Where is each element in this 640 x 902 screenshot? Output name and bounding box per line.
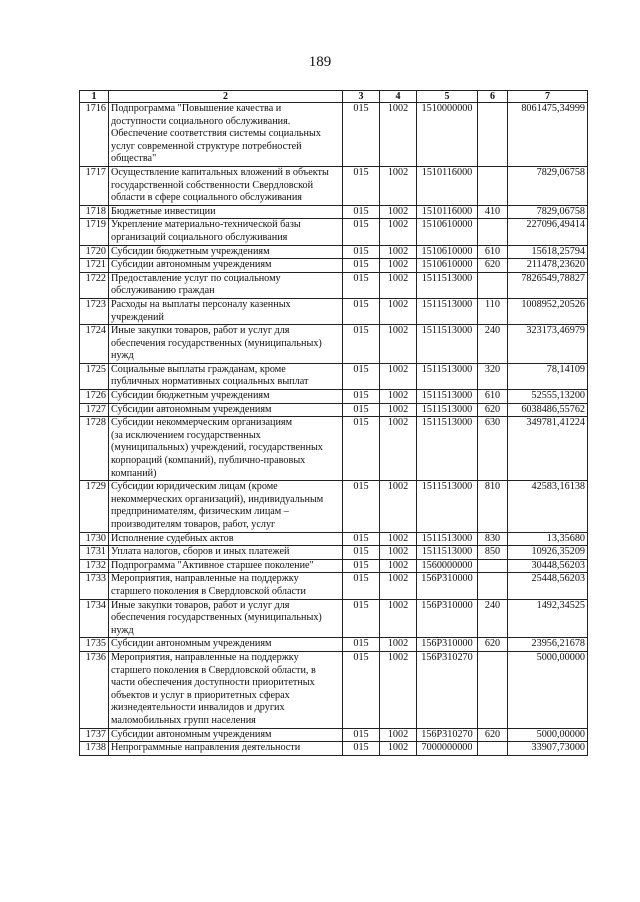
table-row (80, 599, 588, 638)
table-row (80, 219, 588, 245)
row-target-article: 1510000000 (417, 103, 478, 167)
row-expense-type (478, 651, 508, 728)
table-row (80, 298, 588, 324)
table-row (80, 728, 588, 742)
row-amount: 6038486,55762 (508, 403, 588, 417)
row-number: 1721 (80, 259, 109, 273)
row-name: Иные закупки товаров, работ и услуг для обеспечения государственных (муниципальных) нужд (109, 599, 343, 638)
table-row (80, 559, 588, 573)
row-amount: 5000,00000 (508, 728, 588, 742)
table-row (80, 546, 588, 560)
row-number: 1736 (80, 651, 109, 728)
row-expense-type (478, 166, 508, 205)
row-department-code: 015 (343, 599, 380, 638)
row-department-code: 015 (343, 728, 380, 742)
row-name: Подпрограмма "Активное старшее поколение" (109, 559, 343, 573)
row-number: 1720 (80, 245, 109, 259)
row-name: Мероприятия, направленные на поддержку старшего поколения в Свердловской области, в части обеспечения доступности приоритетных объектов и услуг в приоритетных сферах жизнедеятельности инвалидов и других маломобильных групп населения (109, 651, 343, 728)
row-department-code: 015 (343, 742, 380, 756)
row-name: Субсидии бюджетным учреждениям (109, 390, 343, 404)
row-section-code: 1002 (380, 532, 417, 546)
row-section-code: 1002 (380, 272, 417, 298)
table-row (80, 532, 588, 546)
row-section-code: 1002 (380, 481, 417, 532)
row-target-article: 156P310270 (417, 728, 478, 742)
header-cell: 3 (343, 91, 380, 103)
row-department-code: 015 (343, 573, 380, 599)
row-amount: 30448,56203 (508, 559, 588, 573)
row-section-code: 1002 (380, 599, 417, 638)
row-section-code: 1002 (380, 651, 417, 728)
row-section-code: 1002 (380, 166, 417, 205)
row-target-article: 1511513000 (417, 298, 478, 324)
row-department-code: 015 (343, 390, 380, 404)
row-section-code: 1002 (380, 298, 417, 324)
row-target-article: 1510610000 (417, 245, 478, 259)
row-number: 1727 (80, 403, 109, 417)
header-cell: 7 (508, 91, 588, 103)
row-department-code: 015 (343, 205, 380, 219)
row-number: 1729 (80, 481, 109, 532)
row-department-code: 015 (343, 325, 380, 364)
row-target-article: 1511513000 (417, 546, 478, 560)
row-amount: 349781,41224 (508, 417, 588, 481)
row-target-article: 1511513000 (417, 417, 478, 481)
row-section-code: 1002 (380, 259, 417, 273)
row-number: 1731 (80, 546, 109, 560)
row-number: 1735 (80, 638, 109, 652)
table-row (80, 363, 588, 389)
row-expense-type: 620 (478, 403, 508, 417)
row-expense-type: 830 (478, 532, 508, 546)
row-name: Субсидии автономным учреждениям (109, 259, 343, 273)
row-section-code: 1002 (380, 638, 417, 652)
row-target-article: 1510610000 (417, 259, 478, 273)
row-name: Предоставление услуг по социальному обслуживанию граждан (109, 272, 343, 298)
row-name: Субсидии некоммерческим организациям (за исключением государственных (муниципальных) учреждений, государственных корпораций (компаний), публично-правовых компаний) (109, 417, 343, 481)
row-expense-type (478, 219, 508, 245)
row-expense-type: 240 (478, 325, 508, 364)
row-name: Субсидии бюджетным учреждениям (109, 245, 343, 259)
row-amount: 15618,25794 (508, 245, 588, 259)
row-name: Субсидии автономным учреждениям (109, 728, 343, 742)
row-department-code: 015 (343, 481, 380, 532)
row-number: 1726 (80, 390, 109, 404)
table-row (80, 403, 588, 417)
row-expense-type: 850 (478, 546, 508, 560)
row-amount: 211478,23620 (508, 259, 588, 273)
row-expense-type: 110 (478, 298, 508, 324)
row-expense-type: 620 (478, 638, 508, 652)
table-body (80, 103, 588, 756)
table-row (80, 272, 588, 298)
table-row (80, 638, 588, 652)
row-department-code: 015 (343, 298, 380, 324)
row-department-code: 015 (343, 219, 380, 245)
table-row (80, 103, 588, 167)
row-name: Субсидии автономным учреждениям (109, 403, 343, 417)
row-department-code: 015 (343, 559, 380, 573)
row-expense-type (478, 103, 508, 167)
row-number: 1732 (80, 559, 109, 573)
header-cell: 4 (380, 91, 417, 103)
row-section-code: 1002 (380, 546, 417, 560)
table-row (80, 205, 588, 219)
row-expense-type: 240 (478, 599, 508, 638)
row-target-article: 1510116000 (417, 205, 478, 219)
row-department-code: 015 (343, 103, 380, 167)
row-name: Укрепление материально-технической базы организаций социального обслуживания (109, 219, 343, 245)
row-target-article: 156P310270 (417, 651, 478, 728)
row-department-code: 015 (343, 546, 380, 560)
table-row (80, 417, 588, 481)
row-department-code: 015 (343, 403, 380, 417)
row-section-code: 1002 (380, 742, 417, 756)
row-section-code: 1002 (380, 403, 417, 417)
row-number: 1730 (80, 532, 109, 546)
row-department-code: 015 (343, 259, 380, 273)
row-expense-type: 630 (478, 417, 508, 481)
header-cell: 2 (109, 91, 343, 103)
row-section-code: 1002 (380, 219, 417, 245)
row-section-code: 1002 (380, 573, 417, 599)
row-name: Бюджетные инвестиции (109, 205, 343, 219)
row-expense-type (478, 559, 508, 573)
table-row (80, 325, 588, 364)
table-header-row (80, 91, 588, 103)
table-row (80, 742, 588, 756)
row-number: 1728 (80, 417, 109, 481)
header-cell: 5 (417, 91, 478, 103)
table-row (80, 245, 588, 259)
row-target-article: 1511513000 (417, 532, 478, 546)
row-target-article: 1560000000 (417, 559, 478, 573)
row-amount: 7826549,78827 (508, 272, 588, 298)
row-name: Осуществление капитальных вложений в объекты государственной собственности Свердловской области в сфере социального обслуживания (109, 166, 343, 205)
row-number: 1733 (80, 573, 109, 599)
row-expense-type (478, 742, 508, 756)
row-name: Уплата налогов, сборов и иных платежей (109, 546, 343, 560)
table-row (80, 573, 588, 599)
row-amount: 25448,56203 (508, 573, 588, 599)
row-department-code: 015 (343, 638, 380, 652)
row-number: 1738 (80, 742, 109, 756)
row-expense-type: 620 (478, 259, 508, 273)
row-target-article: 1511513000 (417, 325, 478, 364)
row-section-code: 1002 (380, 417, 417, 481)
row-amount: 13,35680 (508, 532, 588, 546)
row-section-code: 1002 (380, 325, 417, 364)
row-target-article: 1511513000 (417, 363, 478, 389)
row-department-code: 015 (343, 532, 380, 546)
row-amount: 52555,13200 (508, 390, 588, 404)
row-amount: 42583,16138 (508, 481, 588, 532)
row-expense-type: 620 (478, 728, 508, 742)
row-number: 1718 (80, 205, 109, 219)
row-name: Субсидии юридическим лицам (кроме некоммерческих организаций), индивидуальным предпринимателям, физическим лицам – производителям товаров, работ, услуг (109, 481, 343, 532)
row-number: 1722 (80, 272, 109, 298)
row-name: Исполнение судебных актов (109, 532, 343, 546)
row-amount: 78,14109 (508, 363, 588, 389)
row-expense-type (478, 272, 508, 298)
row-expense-type: 610 (478, 390, 508, 404)
row-number: 1717 (80, 166, 109, 205)
row-section-code: 1002 (380, 728, 417, 742)
row-section-code: 1002 (380, 103, 417, 167)
row-department-code: 015 (343, 166, 380, 205)
row-target-article: 1510610000 (417, 219, 478, 245)
row-number: 1725 (80, 363, 109, 389)
row-number: 1737 (80, 728, 109, 742)
row-number: 1724 (80, 325, 109, 364)
header-cell: 6 (478, 91, 508, 103)
row-expense-type: 810 (478, 481, 508, 532)
row-number: 1723 (80, 298, 109, 324)
table-row (80, 166, 588, 205)
row-target-article: 1511513000 (417, 272, 478, 298)
row-expense-type: 410 (478, 205, 508, 219)
row-section-code: 1002 (380, 559, 417, 573)
row-amount: 7829,06758 (508, 166, 588, 205)
row-amount: 8061475,34999 (508, 103, 588, 167)
table-row (80, 259, 588, 273)
table-row (80, 651, 588, 728)
row-amount: 23956,21678 (508, 638, 588, 652)
row-department-code: 015 (343, 272, 380, 298)
row-target-article: 7000000000 (417, 742, 478, 756)
row-target-article: 156P310000 (417, 573, 478, 599)
row-expense-type: 610 (478, 245, 508, 259)
row-section-code: 1002 (380, 245, 417, 259)
page-number: 189 (308, 54, 332, 70)
table-row (80, 390, 588, 404)
row-department-code: 015 (343, 651, 380, 728)
header-cell: 1 (80, 91, 109, 103)
row-amount: 7829,06758 (508, 205, 588, 219)
row-department-code: 015 (343, 363, 380, 389)
row-name: Подпрограмма "Повышение качества и доступности социального обслуживания. Обеспечение соответствия системы социальных услуг современной структуре потребностей общества" (109, 103, 343, 167)
row-number: 1734 (80, 599, 109, 638)
row-number: 1719 (80, 219, 109, 245)
row-target-article: 1511513000 (417, 403, 478, 417)
row-amount: 33907,73000 (508, 742, 588, 756)
row-name: Мероприятия, направленные на поддержку старшего поколения в Свердловской области (109, 573, 343, 599)
row-number: 1716 (80, 103, 109, 167)
row-name: Социальные выплаты гражданам, кроме публичных нормативных социальных выплат (109, 363, 343, 389)
row-department-code: 015 (343, 245, 380, 259)
row-name: Непрограммные направления деятельности (109, 742, 343, 756)
row-target-article: 1510116000 (417, 166, 478, 205)
table-row (80, 481, 588, 532)
row-target-article: 156P310000 (417, 638, 478, 652)
row-section-code: 1002 (380, 390, 417, 404)
row-amount: 227096,49414 (508, 219, 588, 245)
row-target-article: 1511513000 (417, 390, 478, 404)
row-target-article: 156P310000 (417, 599, 478, 638)
budget-table (79, 90, 588, 756)
row-amount: 323173,46979 (508, 325, 588, 364)
row-name: Иные закупки товаров, работ и услуг для обеспечения государственных (муниципальных) нужд (109, 325, 343, 364)
row-amount: 10926,35209 (508, 546, 588, 560)
row-target-article: 1511513000 (417, 481, 478, 532)
row-section-code: 1002 (380, 205, 417, 219)
row-amount: 1492,34525 (508, 599, 588, 638)
row-amount: 5000,00000 (508, 651, 588, 728)
row-amount: 1008952,20526 (508, 298, 588, 324)
row-department-code: 015 (343, 417, 380, 481)
row-name: Расходы на выплаты персоналу казенных учреждений (109, 298, 343, 324)
row-expense-type: 320 (478, 363, 508, 389)
row-name: Субсидии автономным учреждениям (109, 638, 343, 652)
row-section-code: 1002 (380, 363, 417, 389)
row-expense-type (478, 573, 508, 599)
